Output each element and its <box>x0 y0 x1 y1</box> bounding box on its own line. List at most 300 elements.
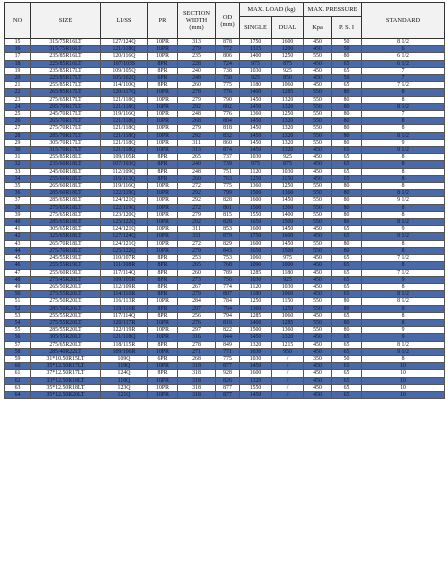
cell-pr: 10PR <box>148 391 178 398</box>
cell-section-width: 279 <box>178 96 216 103</box>
table-row <box>5 247 445 254</box>
cell-pr: 10PR <box>148 118 178 125</box>
table-row <box>5 125 445 132</box>
cell-single: 1320 <box>240 341 272 348</box>
cell-pr: 8PR <box>148 255 178 262</box>
cell-dual: 925 <box>272 154 304 161</box>
table-row <box>5 175 445 182</box>
cell-od: 832 <box>216 132 240 139</box>
cell-psi: 65 <box>332 255 362 262</box>
cell-psi: 80 <box>332 240 362 247</box>
cell-liss: 123/120Q <box>101 211 148 218</box>
cell-single: 1090 <box>240 262 272 269</box>
table-row <box>5 269 445 276</box>
cell-dual: 1285 <box>272 89 304 96</box>
cell-od: 775 <box>216 183 240 190</box>
table-row <box>5 319 445 326</box>
cell-od: 822 <box>216 327 240 334</box>
cell-size: 255/55R19LT <box>31 262 101 269</box>
table-row <box>5 60 445 67</box>
cell-pr: 10PR <box>148 298 178 305</box>
cell-kpa: 350 <box>304 355 332 362</box>
cell-no: 16 <box>5 46 31 53</box>
cell-section-width: 278 <box>178 341 216 348</box>
cell-kpa: 550 <box>304 240 332 247</box>
cell-pr: 10PR <box>148 96 178 103</box>
cell-no: 57 <box>5 341 31 348</box>
table-row <box>5 82 445 89</box>
cell-psi: 80 <box>332 197 362 204</box>
table-row <box>5 96 445 103</box>
cell-section-width: 248 <box>178 111 216 118</box>
cell-psi: 80 <box>332 327 362 334</box>
header-size: SIZE <box>31 3 101 39</box>
cell-no: 32 <box>5 161 31 168</box>
table-row <box>5 233 445 240</box>
cell-single: 1320 <box>240 377 272 384</box>
cell-pr: 8PR <box>148 154 178 161</box>
cell-section-width: 272 <box>178 240 216 247</box>
cell-single: 1550 <box>240 211 272 218</box>
cell-od: 807 <box>216 291 240 298</box>
cell-kpa: 450 <box>304 147 332 154</box>
cell-single: 975 <box>240 161 272 168</box>
cell-psi: 65 <box>332 147 362 154</box>
cell-size: 315/70R17LT <box>31 147 101 154</box>
cell-dual: 1150 <box>272 175 304 182</box>
cell-dual: 1500 <box>272 219 304 226</box>
cell-no: 50 <box>5 291 31 298</box>
cell-od: 828 <box>216 219 240 226</box>
cell-dual: / <box>272 384 304 391</box>
cell-kpa: 450 <box>304 168 332 175</box>
cell-liss: 117/114Q <box>101 269 148 276</box>
table-row <box>5 211 445 218</box>
cell-section-width: 284 <box>178 298 216 305</box>
cell-dual: 1320 <box>272 96 304 103</box>
cell-pr: 10PR <box>148 183 178 190</box>
cell-standard: 6 1/2 <box>362 60 445 67</box>
cell-liss: 127/124Q <box>101 39 148 46</box>
cell-pr: 8PR <box>148 175 178 182</box>
cell-dual: 1320 <box>272 334 304 341</box>
cell-pr: 10PR <box>148 211 178 218</box>
cell-standard: 9 1/2 <box>362 147 445 154</box>
cell-pr: 10PR <box>148 197 178 204</box>
cell-od: 784 <box>216 298 240 305</box>
cell-dual: 1320 <box>272 125 304 132</box>
cell-kpa: 450 <box>304 226 332 233</box>
cell-section-width: 318 <box>178 363 216 370</box>
header-pr: PR <box>148 3 178 39</box>
cell-kpa: 450 <box>304 283 332 290</box>
cell-kpa: 450 <box>304 255 332 262</box>
cell-kpa: 450 <box>304 384 332 391</box>
cell-section-width: 318 <box>178 384 216 391</box>
cell-psi: 80 <box>332 298 362 305</box>
cell-size: 37*12.50R17LT <box>31 370 101 377</box>
cell-kpa: 450 <box>304 154 332 161</box>
cell-psi: 65 <box>332 154 362 161</box>
cell-liss: 122/119Q <box>101 190 148 197</box>
cell-od: 844 <box>216 334 240 341</box>
cell-dual: / <box>272 355 304 362</box>
cell-single: 1450 <box>240 103 272 110</box>
cell-standard: 8 1/2 <box>362 219 445 226</box>
cell-kpa: 450 <box>304 175 332 182</box>
cell-psi: 80 <box>332 89 362 96</box>
cell-od: 789 <box>216 269 240 276</box>
cell-single: 1360 <box>240 305 272 312</box>
cell-single: 1400 <box>240 53 272 60</box>
cell-section-width: 276 <box>178 319 216 326</box>
cell-single: 1180 <box>240 291 272 298</box>
cell-od: 737 <box>216 154 240 161</box>
cell-single: 1030 <box>240 276 272 283</box>
cell-size: 225/85R16LT <box>31 60 101 67</box>
cell-standard: 8 <box>362 161 445 168</box>
cell-section-width: 260 <box>178 82 216 89</box>
table-row <box>5 377 445 384</box>
cell-dual: 1400 <box>272 211 304 218</box>
cell-dual: 1060 <box>272 291 304 298</box>
table-row <box>5 204 445 211</box>
cell-section-width: 273 <box>178 276 216 283</box>
cell-kpa: 550 <box>304 298 332 305</box>
cell-standard: 8 1/2 <box>362 103 445 110</box>
cell-size: 265/85R17LT <box>31 89 101 96</box>
header-dual: DUAL <box>272 17 304 39</box>
table-row <box>5 363 445 370</box>
cell-standard: 9 1/2 <box>362 233 445 240</box>
cell-no: 37 <box>5 197 31 204</box>
cell-size: 35*12.50R17LT <box>31 363 101 370</box>
cell-standard: 9 <box>362 334 445 341</box>
cell-standard: 8 1/2 <box>362 341 445 348</box>
cell-psi: 80 <box>332 111 362 118</box>
cell-dual: 1450 <box>272 226 304 233</box>
cell-kpa: 550 <box>304 327 332 334</box>
cell-section-width: 271 <box>178 348 216 355</box>
cell-pr: 10PR <box>148 348 178 355</box>
cell-standard: 9 <box>362 327 445 334</box>
table-row <box>5 132 445 139</box>
cell-standard: 8 <box>362 89 445 96</box>
cell-size: 245/70R17LT <box>31 111 101 118</box>
cell-no: 56 <box>5 334 31 341</box>
cell-no: 64 <box>5 391 31 398</box>
cell-psi: 65 <box>332 233 362 240</box>
cell-single: 1650 <box>240 247 272 254</box>
cell-no: 54 <box>5 319 31 326</box>
cell-kpa: 450 <box>304 341 332 348</box>
cell-section-width: 313 <box>178 39 216 46</box>
cell-pr: 8PR <box>148 262 178 269</box>
cell-size: 315/75R16LT <box>31 39 101 46</box>
table-row <box>5 118 445 125</box>
cell-single: 1500 <box>240 204 272 211</box>
cell-liss: 112/109R <box>101 283 148 290</box>
cell-pr: 10PR <box>148 132 178 139</box>
cell-section-width: 318 <box>178 370 216 377</box>
table-row <box>5 370 445 377</box>
cell-psi: 80 <box>332 96 362 103</box>
cell-kpa: 550 <box>304 305 332 312</box>
cell-standard: 8 <box>362 312 445 319</box>
cell-liss: 118/115R <box>101 341 148 348</box>
cell-liss: 119/116Q <box>101 183 148 190</box>
cell-size: 35*12.50R20LT <box>31 391 101 398</box>
cell-standard: 9 <box>362 139 445 146</box>
cell-liss: 112/109Q <box>101 168 148 175</box>
cell-size: 285/55R20LT <box>31 327 101 334</box>
cell-single: 1450 <box>240 132 272 139</box>
cell-kpa: 550 <box>304 89 332 96</box>
cell-size: 235/85R16LT <box>31 53 101 60</box>
cell-no: 29 <box>5 139 31 146</box>
cell-standard: 10 <box>362 384 445 391</box>
cell-dual: 1285 <box>272 319 304 326</box>
cell-pr: 10PR <box>148 377 178 384</box>
cell-psi: 80 <box>332 247 362 254</box>
cell-psi: 80 <box>332 139 362 146</box>
cell-size: 285/60R18LT <box>31 190 101 197</box>
cell-no: 42 <box>5 233 31 240</box>
cell-od: 802 <box>216 103 240 110</box>
cell-dual: 1250 <box>272 111 304 118</box>
cell-single: 1030 <box>240 355 272 362</box>
cell-kpa: 450 <box>304 312 332 319</box>
cell-no: 43 <box>5 240 31 247</box>
cell-size: 275/70R18LT <box>31 247 101 254</box>
cell-psi: 65 <box>332 363 362 370</box>
cell-single: 1450 <box>240 147 272 154</box>
table-row <box>5 305 445 312</box>
cell-section-width: 228 <box>178 60 216 67</box>
cell-liss: 109Q <box>101 355 148 362</box>
cell-dual: 1450 <box>272 197 304 204</box>
cell-standard: 9 <box>362 305 445 312</box>
cell-single: 1315 <box>240 46 272 53</box>
cell-liss: 124Q <box>101 370 148 377</box>
cell-liss: 119/116Q <box>101 111 148 118</box>
table-row <box>5 111 445 118</box>
cell-psi: 80 <box>332 204 362 211</box>
cell-dual: 1360 <box>272 190 304 197</box>
cell-section-width: 279 <box>178 46 216 53</box>
cell-psi: 65 <box>332 334 362 341</box>
cell-no: 21 <box>5 82 31 89</box>
cell-od: 806 <box>216 53 240 60</box>
cell-psi: 65 <box>332 283 362 290</box>
cell-od: 801 <box>216 204 240 211</box>
cell-section-width: 292 <box>178 103 216 110</box>
cell-psi: 65 <box>332 291 362 298</box>
cell-kpa: 450 <box>304 269 332 276</box>
cell-kpa: 550 <box>304 103 332 110</box>
cell-single: 1360 <box>240 183 272 190</box>
cell-pr: 10PR <box>148 147 178 154</box>
cell-no: 30 <box>5 147 31 154</box>
cell-no: 47 <box>5 269 31 276</box>
cell-no: 55 <box>5 327 31 334</box>
cell-section-width: 267 <box>178 283 216 290</box>
cell-no: 28 <box>5 132 31 139</box>
cell-size: 265/70R17LT <box>31 118 101 125</box>
header-psi: P. S. I <box>332 17 362 39</box>
cell-standard: 7 <box>362 67 445 74</box>
cell-od: 843 <box>216 247 240 254</box>
cell-pr: 10PR <box>148 125 178 132</box>
header-section-width: SECTION WIDTH (mm) <box>178 3 216 39</box>
cell-liss: 117/114Q <box>101 312 148 319</box>
cell-pr: 8PR <box>148 283 178 290</box>
cell-size: 255/55R20LT <box>31 312 101 319</box>
cell-kpa: 450 <box>304 276 332 283</box>
cell-no: 59 <box>5 355 31 362</box>
cell-dual: 1320 <box>272 139 304 146</box>
cell-standard: 6 <box>362 46 445 53</box>
cell-kpa: 450 <box>304 334 332 341</box>
cell-single: 1550 <box>240 384 272 391</box>
cell-kpa: 450 <box>304 262 332 269</box>
table-row <box>5 291 445 298</box>
cell-od: 877 <box>216 384 240 391</box>
cell-liss: 116/113Q <box>101 175 148 182</box>
cell-size: 275/65R17LT <box>31 96 101 103</box>
cell-pr: 10PR <box>148 204 178 211</box>
table-row <box>5 89 445 96</box>
cell-pr: 10PR <box>148 334 178 341</box>
cell-size: 275/45R20LT <box>31 276 101 283</box>
cell-od: 774 <box>216 283 240 290</box>
cell-standard: 8 <box>362 125 445 132</box>
cell-psi: 65 <box>332 82 362 89</box>
table-header <box>5 3 445 39</box>
cell-pr: 10PR <box>148 319 178 326</box>
cell-section-width: 268 <box>178 355 216 362</box>
cell-single: 1360 <box>240 111 272 118</box>
cell-size: 285/50R20LT <box>31 305 101 312</box>
cell-liss: 125/122Q <box>101 219 148 226</box>
cell-psi: 80 <box>332 53 362 60</box>
cell-size: 285/65R18LT <box>31 219 101 226</box>
cell-liss: 121/118Q <box>101 334 148 341</box>
cell-size: 265/60R18LT <box>31 183 101 190</box>
cell-no: 19 <box>5 67 31 74</box>
table-row <box>5 298 445 305</box>
cell-dual: 1600 <box>272 233 304 240</box>
cell-pr: 8PR <box>148 370 178 377</box>
cell-pr: 10PR <box>148 53 178 60</box>
cell-kpa: 450 <box>304 39 332 46</box>
cell-dual: 925 <box>272 276 304 283</box>
cell-od: 771 <box>216 348 240 355</box>
cell-single: 1120 <box>240 168 272 175</box>
cell-single: 1400 <box>240 89 272 96</box>
table-row <box>5 391 445 398</box>
cell-dual: 925 <box>272 67 304 74</box>
cell-pr: 10PR <box>148 89 178 96</box>
cell-psi: 65 <box>332 276 362 283</box>
cell-kpa: 550 <box>304 219 332 226</box>
cell-liss: 121/118Q <box>101 103 148 110</box>
cell-dual: 1215 <box>272 341 304 348</box>
cell-pr: 6PR <box>148 355 178 362</box>
cell-od: 810 <box>216 319 240 326</box>
cell-kpa: 550 <box>304 319 332 326</box>
header-standard: STANDARD <box>362 3 445 39</box>
cell-od: 874 <box>216 147 240 154</box>
cell-kpa: 450 <box>304 391 332 398</box>
cell-dual: 1320 <box>272 147 304 154</box>
cell-standard: 8 <box>362 96 445 103</box>
cell-single: 975 <box>240 60 272 67</box>
cell-liss: 124/121Q <box>101 226 148 233</box>
cell-no: 40 <box>5 219 31 226</box>
header-kpa: Kpa <box>304 17 332 39</box>
cell-liss: 124/121Q <box>101 240 148 247</box>
cell-od: 878 <box>216 39 240 46</box>
cell-dual: 1030 <box>272 168 304 175</box>
cell-section-width: 318 <box>178 391 216 398</box>
cell-psi: 80 <box>332 219 362 226</box>
cell-kpa: 550 <box>304 53 332 60</box>
cell-od: 826 <box>216 377 240 384</box>
table-row <box>5 75 445 82</box>
cell-kpa: 550 <box>304 125 332 132</box>
cell-size: 315/75R16LT <box>31 46 101 53</box>
cell-single: 1285 <box>240 269 272 276</box>
cell-no: 62 <box>5 377 31 384</box>
cell-section-width: 260 <box>178 269 216 276</box>
cell-pr: 10PR <box>148 39 178 46</box>
cell-pr: 10PR <box>148 233 178 240</box>
cell-dual: 1450 <box>272 240 304 247</box>
table-row <box>5 384 445 391</box>
cell-dual: 1060 <box>272 82 304 89</box>
cell-single: 1060 <box>240 255 272 262</box>
cell-liss: 120/117R <box>101 319 148 326</box>
cell-standard: 9 1/2 <box>362 348 445 355</box>
cell-od: 775 <box>216 355 240 362</box>
cell-psi: 65 <box>332 168 362 175</box>
table-row <box>5 161 445 168</box>
cell-section-width: 316 <box>178 334 216 341</box>
header-liss: LI/SS <box>101 3 148 39</box>
cell-kpa: 550 <box>304 211 332 218</box>
cell-standard: 8 <box>362 319 445 326</box>
cell-dual: 1360 <box>272 327 304 334</box>
cell-section-width: 318 <box>178 377 216 384</box>
cell-liss: 116/113R <box>101 298 148 305</box>
cell-no: 46 <box>5 262 31 269</box>
cell-liss: 107/103S <box>101 60 148 67</box>
cell-liss: 105/102Q <box>101 75 148 82</box>
cell-section-width: 279 <box>178 125 216 132</box>
cell-kpa: 550 <box>304 190 332 197</box>
cell-kpa: 450 <box>304 233 332 240</box>
cell-psi: 80 <box>332 118 362 125</box>
cell-no: 51 <box>5 298 31 305</box>
cell-liss: 120/117Q <box>101 89 148 96</box>
cell-no: 18 <box>5 60 31 67</box>
cell-od: 772 <box>216 46 240 53</box>
cell-standard: 8 1/2 <box>362 298 445 305</box>
table-row <box>5 67 445 74</box>
cell-dual: 1250 <box>272 305 304 312</box>
cell-pr: 10PR <box>148 103 178 110</box>
